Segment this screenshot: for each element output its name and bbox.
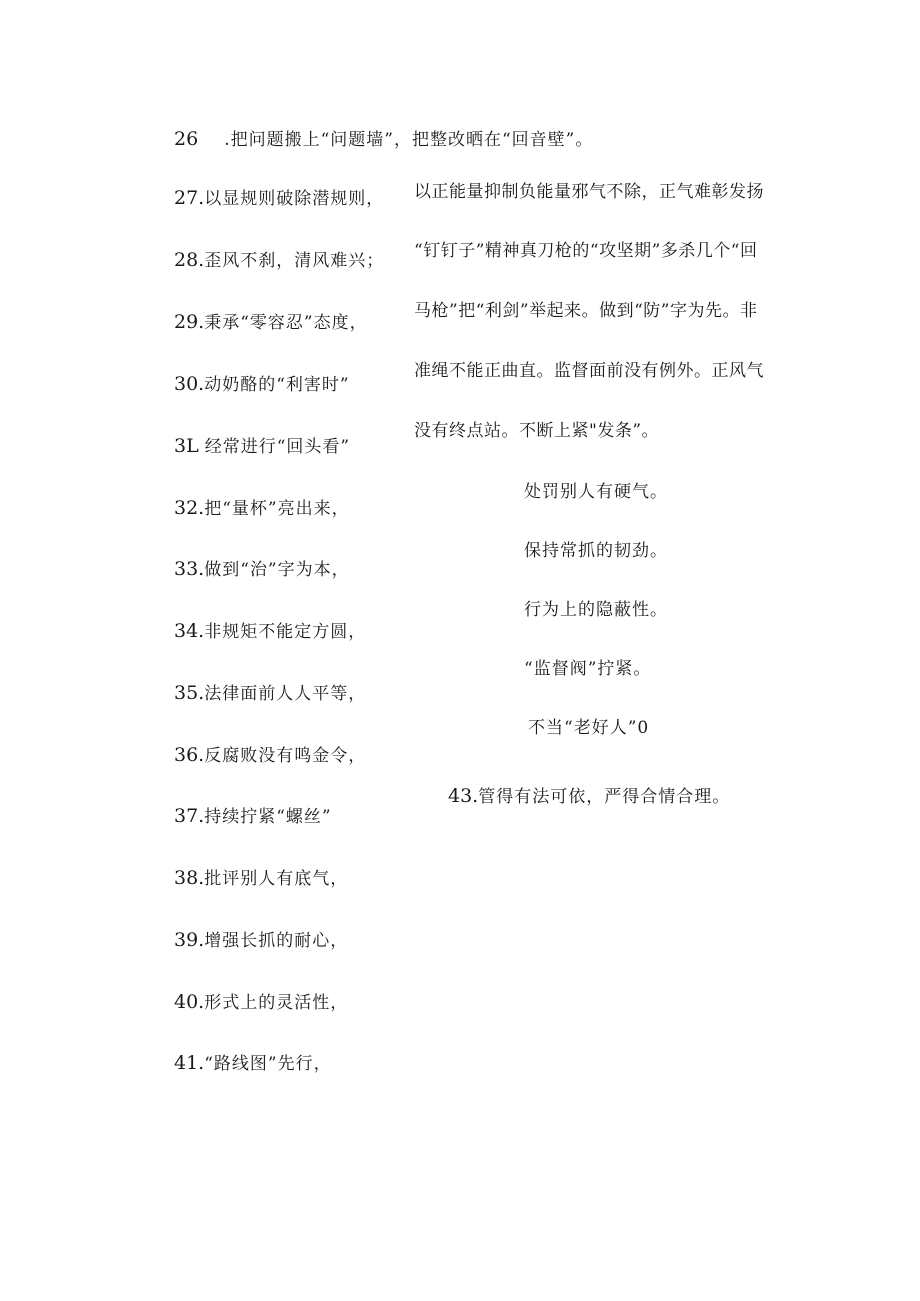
item-number: 32. [174,497,205,519]
left-item-29 [174,311,368,334]
item-number: 33. [174,558,205,580]
item-number: 36. [174,744,205,766]
item-number: 27. [174,187,205,209]
left-item-41 [174,1052,332,1075]
item-number: 43. [448,785,479,807]
item-43 [448,785,730,808]
left-item-39 [174,929,348,952]
left-item-38 [174,867,348,890]
item-text: 把“量杯”亮出来， [204,499,350,519]
right-centered-line: “监督阀”拧紧。 [524,659,652,679]
right-centered-line: 处罚别人有硬气。 [524,482,668,502]
item-text: 管得有法可依，严得合情合理。 [478,787,731,807]
item-text: 持续拧紧“螺丝” [204,807,332,827]
right-centered-line: 保持常抓的韧劲。 [524,541,668,561]
item-number: 38. [174,867,205,889]
item-text: 动奶酪的“利害时” [204,375,350,395]
item-number: 39. [174,929,205,951]
item-number: 29. [174,311,205,333]
right-paragraph-line: “钉钉子”精神真刀枪的“攻坚期”多杀几个“回 [414,241,758,261]
right-paragraph-line: 以正能量抑制负能量邪气不除，正气难彰发扬 [414,182,764,202]
left-item-30 [174,373,350,396]
right-centered-line: 行为上的隐蔽性。 [524,600,668,620]
left-item-28 [174,249,384,272]
item-text: 法律面前人人平等， [204,684,367,704]
left-item-32 [174,497,350,520]
item-text: 歪风不刹，清风难兴； [204,251,385,271]
item-text: 非规矩不能定方圆， [204,622,367,642]
item-text: .把问题搬上“问题墙”，把整改晒在“回音壁”。 [224,130,594,150]
right-centered-line: 不当“老好人”0 [528,718,650,738]
left-item-27 [174,187,384,210]
item-text: 批评别人有底气， [204,869,349,889]
item-text: 秉承“零容忍”态度， [204,313,368,333]
right-paragraph-line: 马枪”把“利剑”举起来。做到“防”字为先。非 [414,301,758,321]
item-text: 经常进行“回头看” [204,437,351,457]
item-number: 3L [174,435,199,457]
left-item-36 [174,744,366,767]
item-text: “路线图”先行， [204,1054,332,1074]
item-number: 28. [174,249,205,271]
item-number: 37. [174,805,205,827]
item-number: 35. [174,682,205,704]
item-26 [174,128,593,151]
left-item-34 [174,620,366,643]
left-item-40 [174,991,348,1014]
right-paragraph-line: 没有终点站。不断上紧"发条”。 [414,421,660,441]
item-number: 34. [174,620,205,642]
left-item-35 [174,682,366,705]
left-item-37 [174,805,332,828]
item-text: 做到“治”字为本， [204,560,350,580]
item-number: 41. [174,1052,205,1074]
item-number: 30. [174,373,205,395]
right-paragraph-line: 准绳不能正曲直。监督面前没有例外。正风气 [414,361,764,381]
item-text: 形式上的灵活性， [204,993,349,1013]
item-number: 40. [174,991,205,1013]
item-text: 以显规则破除潜规则， [204,189,385,209]
item-text: 增强长抓的耐心， [204,931,349,951]
item-text: 反腐败没有鸣金令， [204,746,367,766]
item-number: 26 [174,128,199,150]
left-item-31 [174,435,350,458]
left-item-33 [174,558,350,581]
